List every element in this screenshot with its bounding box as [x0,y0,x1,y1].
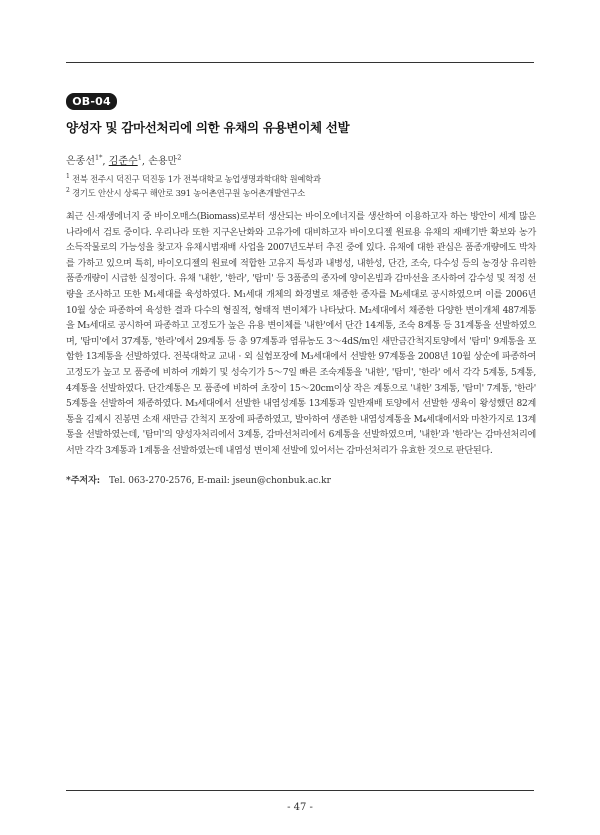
affiliation-sup: 2 [66,187,70,195]
corresponding-tel: Tel. 063-270-2576, [109,476,195,486]
corresponding-label: *주저자: [66,476,101,486]
author-sup: 2 [177,153,182,162]
author-sup: 1* [94,153,103,162]
author-name: 손용만 [148,156,178,167]
bottom-rule [66,790,534,791]
affiliation [66,173,321,185]
affiliation-sup: 1 [66,173,70,181]
author-sup: 1 [137,153,142,162]
corresponding-author [66,473,331,486]
top-rule [66,62,534,63]
session-badge: OB-04 [66,93,117,110]
author-name: 은종선 [66,156,95,167]
corresponding-email[interactable]: E-mail: jseun@chonbuk.ac.kr [197,476,331,486]
affiliation-text: 전북 전주시 덕진구 덕진동 1가 전북대학교 농업생명과학대학 원예학과 [72,174,321,184]
paper-title: 양성자 및 감마선처리에 의한 유채의 유용변이체 선발 [66,120,350,135]
author-list: 은종선$^{1*}$, 김준수$^1$, 손용만$^2$ [66,153,182,167]
affiliation [66,187,305,199]
page-number: - 47 - [287,802,313,813]
abstract-body: 최근 신·재생에너지 중 바이오매스(Biomass)로부터 생산되는 바이오에너지를 생산하여 이용하고자 하는 방안이 세계 많은 나라에서 검토 중이다. 우리나라 또한 지구온난화와 고유가에 대비하고자 바이오디젤 원료용 유채의 재배기반 확보와 농가 소득작물로의 가능성을 찾고자 유채시범재배 사업을 2007년도부터 추진 중에 있다. 유채에 대한 관심은 품종개량에도 박차를 가하고 있으며 특히, 바이오디젤의 원료에 적합한 고유지 특성과 내병성, 내한성, 단간, 조숙, 다수성 등의 농경상 유리한 품종개량이 시급한 실정이다. 유채 '내한', '한라', '탐미' 등 3품종의 종자에 양이온빔과 감마선을 조사하여 감수성 및 적정 선량을 조사하고 또한 M₁세대를 육성하였다. M₁세대 개체의 화경별로 채종한 종자를 M₂세대로 공시하였으며 이를 2006년 10월 상순 파종하여 육성한 결과 다수의 형질적, 형태적 변이체가 나타났다. M₂세대에서 채종한 다양한 변이개체 487계통을 M₃세대로 공시하여 파종하고 고정도가 높은 유용 변이체를 '내한'에서 단간 14계통, 조숙 8계통 등 31계통을 선발하였으며, '탐미'에서 37계통, '한라'에서 29계통 등 총 97계통과 염류농도 3～4dS/m인 새만금간척지토양에서 '탐미' 9계통을 포함한 13계통을 선발하였다. 전북대학교 교내 · 외 실험포장에 M₃세대에서 선발한 97계통을 2008년 10월 상순에 파종하여 고정도가 높고 모 품종에 비하여 개화기 및 성숙기가 5～7일 빠른 조숙계통을 '내한', '탐미', '한라' 에서 각각 5계통, 5계통, 4계통을 선발하였다. 단간계통은 모 품종에 비하여 초장이 15～20cm이상 작은 계통으로 '내한' 3계통, '탐미' 7계통, '한라' 5계통을 선발하여 채종하였다. M₃세대에서 선발한 내염성계통 13계통과 일반재배 토양에서 선발한 생육이 왕성했던 82계통을 김제시 진봉면 소재 새만금 간척지 포장에 파종하였고, 발아하여 생존한 내염성계통을 M₄세대에서와 마찬가지로 13계통을 선발하였는데, '탐미'의 양성자처리에서 3계통, 감마선처리에서 6계통을 선발하였으며, '내한'과 '한라'는 감마선처리에서만 각각 3계통과 1계통을 선발하였는데 내염성 변이체 선발에 있어서는 감마선처리가 유효한 것으로 판단된다. [66,212,536,456]
author-name[interactable]: 김준수 [108,156,138,167]
affiliation-text: 경기도 안산시 상록구 해안로 391 농어촌연구원 농어촌개발연구소 [72,188,306,198]
